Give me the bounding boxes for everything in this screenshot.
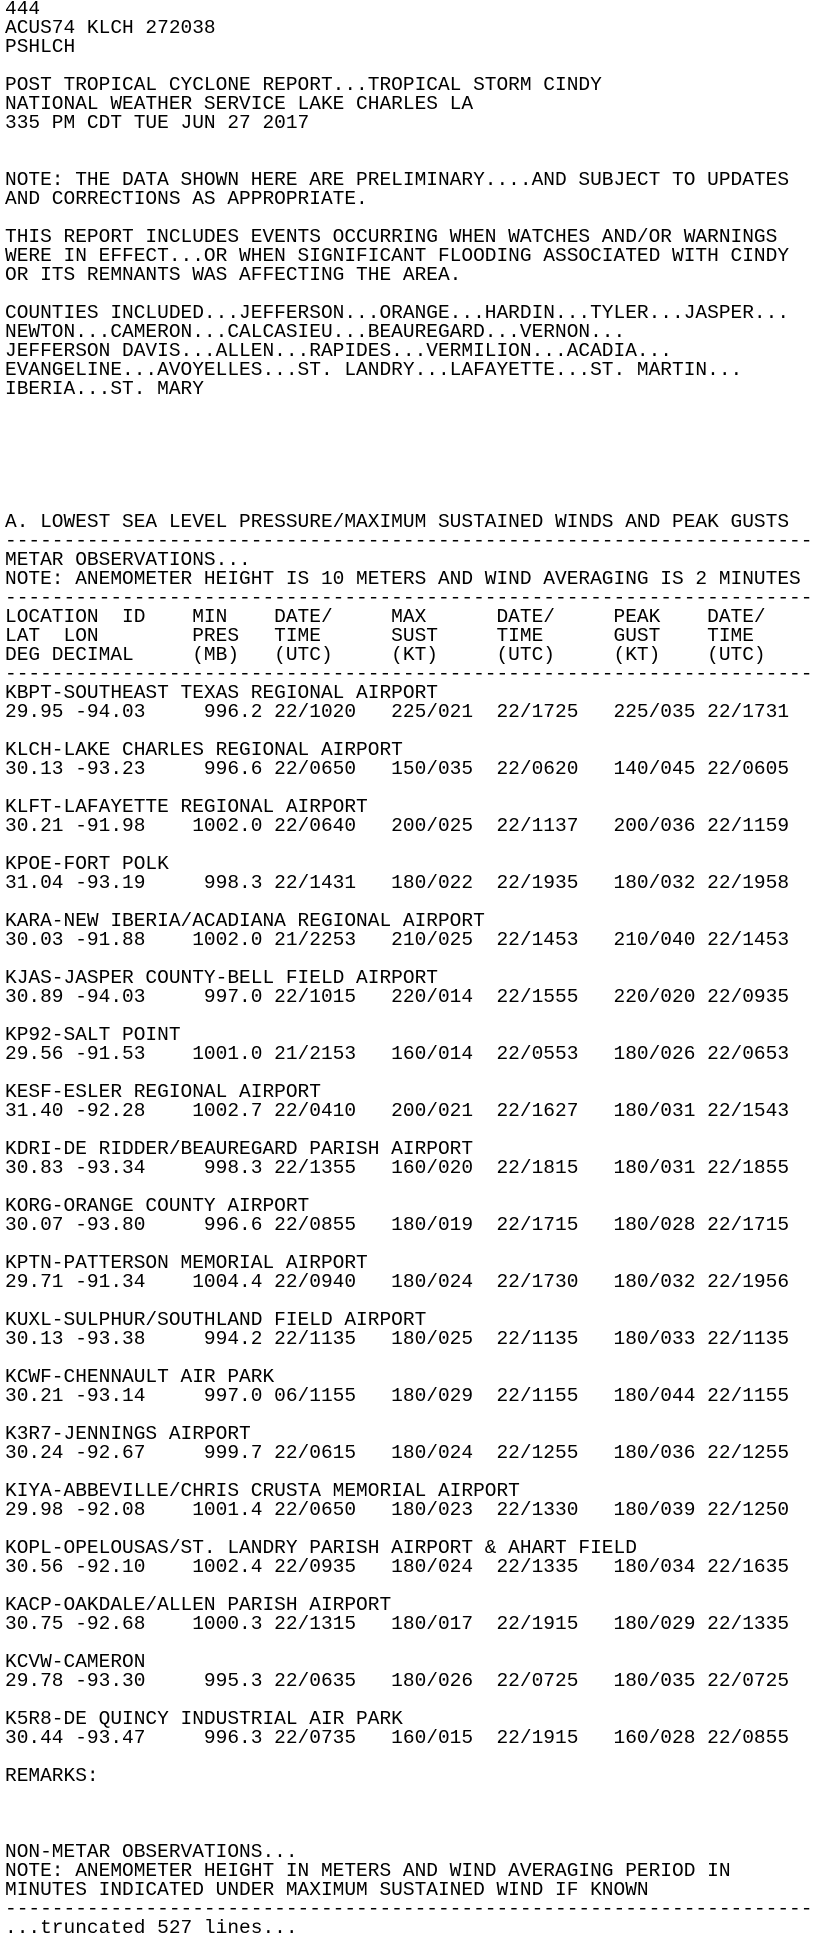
station-data: 31.04 -93.19 998.3 22/1431 180/022 22/1935 180/032 22/1958 (5, 872, 790, 894)
header-line: IBERIA...ST. MARY (5, 378, 204, 400)
station-data: 29.71 -91.34 1004.4 22/0940 180/024 22/1730 180/032 22/1956 (5, 1271, 790, 1293)
header-line: EVANGELINE...AVOYELLES...ST. LANDRY...LAFAYETTE...ST. MARTIN... (5, 359, 743, 381)
header-line: AND CORRECTIONS AS APPROPRIATE. (5, 188, 368, 210)
footer-line (5, 1805, 835, 1824)
station-data: 29.56 -91.53 1001.0 21/2153 160/014 22/0553 180/026 22/0653 (5, 1043, 790, 1065)
station-name: KORG-ORANGE COUNTY AIRPORT (5, 1195, 310, 1217)
station-data: 30.07 -93.80 996.6 22/0855 180/019 22/1715 180/028 22/1715 (5, 1214, 790, 1236)
header-line: 444 (5, 0, 41, 20)
header-line: LOCATION ID MIN DATE/ MAX DATE/ PEAK DATE/ (5, 606, 766, 628)
station-data: 30.75 -92.68 1000.3 22/1315 180/017 22/1915 180/029 22/1335 (5, 1613, 790, 1635)
header-line: 335 PM CDT TUE JUN 27 2017 (5, 112, 310, 134)
station-name: KBPT-SOUTHEAST TEXAS REGIONAL AIRPORT (5, 682, 438, 704)
header-line (5, 475, 835, 494)
header-line (5, 133, 835, 152)
station-data: 30.03 -91.88 1002.0 21/2253 210/025 22/1453 210/040 22/1453 (5, 929, 790, 951)
blank-line (5, 1748, 835, 1767)
header-line: COUNTIES INCLUDED...JEFFERSON...ORANGE...HARDIN...TYLER...JASPER... (5, 302, 790, 324)
station-data: 30.21 -91.98 1002.0 22/0640 200/025 22/1137 200/036 22/1159 (5, 815, 790, 837)
header-line: --------------------------------------------------------------------- (5, 587, 813, 609)
station-data: 30.21 -93.14 997.0 06/1155 180/029 22/1155 180/044 22/1155 (5, 1385, 790, 1407)
station-data: 30.56 -92.10 1002.4 22/0935 180/024 22/1335 180/034 22/1635 (5, 1556, 790, 1578)
station-name: KPOE-FORT POLK (5, 853, 169, 875)
header-line: NOTE: ANEMOMETER HEIGHT IS 10 METERS AND WIND AVERAGING IS 2 MINUTES (5, 568, 801, 590)
header-line (5, 418, 835, 437)
header-line: --------------------------------------------------------------------- (5, 530, 813, 552)
station-name: KESF-ESLER REGIONAL AIRPORT (5, 1081, 321, 1103)
station-name: KIYA-ABBEVILLE/CHRIS CRUSTA MEMORIAL AIRPORT (5, 1480, 520, 1502)
station-data: 30.13 -93.23 996.6 22/0650 150/035 22/0620 140/045 22/0605 (5, 758, 790, 780)
footer-line: ...truncated 527 lines... (5, 1917, 298, 1939)
station-data: 30.13 -93.38 994.2 22/1135 180/025 22/1135 180/033 22/1135 (5, 1328, 790, 1350)
footer-line: MINUTES INDICATED UNDER MAXIMUM SUSTAINED WIND IF KNOWN (5, 1879, 649, 1901)
header-line: --------------------------------------------------------------------- (5, 663, 813, 685)
footer-line: NON-METAR OBSERVATIONS... (5, 1841, 298, 1863)
header-line: DEG DECIMAL (MB) (UTC) (KT) (UTC) (KT) (UTC) (5, 644, 766, 666)
station-name: KDRI-DE RIDDER/BEAUREGARD PARISH AIRPORT (5, 1138, 474, 1160)
station-name: KCWF-CHENNAULT AIR PARK (5, 1366, 275, 1388)
station-name: K3R7-JENNINGS AIRPORT (5, 1423, 251, 1445)
footer-line: NOTE: ANEMOMETER HEIGHT IN METERS AND WIND AVERAGING PERIOD IN (5, 1860, 731, 1882)
header-line: NATIONAL WEATHER SERVICE LAKE CHARLES LA (5, 93, 474, 115)
header-line: OR ITS REMNANTS WAS AFFECTING THE AREA. (5, 264, 462, 286)
station-name: KARA-NEW IBERIA/ACADIANA REGIONAL AIRPORT (5, 910, 485, 932)
station-data: 31.40 -92.28 1002.7 22/0410 200/021 22/1627 180/031 22/1543 (5, 1100, 790, 1122)
station-name: KP92-SALT POINT (5, 1024, 181, 1046)
station-data: 30.44 -93.47 996.3 22/0735 160/015 22/1915 160/028 22/0855 (5, 1727, 790, 1749)
header-line: JEFFERSON DAVIS...ALLEN...RAPIDES...VERMILION...ACADIA... (5, 340, 673, 362)
station-name: KUXL-SULPHUR/SOUTHLAND FIELD AIRPORT (5, 1309, 427, 1331)
header-line: THIS REPORT INCLUDES EVENTS OCCURRING WHEN WATCHES AND/OR WARNINGS (5, 226, 778, 248)
station-name: KOPL-OPELOUSAS/ST. LANDRY PARISH AIRPORT & AHART FIELD (5, 1537, 637, 1559)
header-line: POST TROPICAL CYCLONE REPORT...TROPICAL STORM CINDY (5, 74, 602, 96)
station-data: 29.95 -94.03 996.2 22/1020 225/021 22/1725 225/035 22/1731 (5, 701, 790, 723)
footer-line (5, 1786, 835, 1805)
header-line (5, 399, 835, 418)
header-line (5, 456, 835, 475)
station-name: KCVW-CAMERON (5, 1651, 146, 1673)
header-line: A. LOWEST SEA LEVEL PRESSURE/MAXIMUM SUSTAINED WINDS AND PEAK GUSTS (5, 511, 790, 533)
header-line: PSHLCH (5, 36, 76, 58)
station-name: KLFT-LAFAYETTE REGIONAL AIRPORT (5, 796, 368, 818)
header-line: NOTE: THE DATA SHOWN HERE ARE PRELIMINARY....AND SUBJECT TO UPDATES (5, 169, 790, 191)
station-data: 30.83 -93.34 998.3 22/1355 160/020 22/1815 180/031 22/1855 (5, 1157, 790, 1179)
station-data: 29.78 -93.30 995.3 22/0635 180/026 22/0725 180/035 22/0725 (5, 1670, 790, 1692)
station-data: 30.24 -92.67 999.7 22/0615 180/024 22/1255 180/036 22/1255 (5, 1442, 790, 1464)
header-line: LAT LON PRES TIME SUST TIME GUST TIME (5, 625, 754, 647)
header-line: WERE IN EFFECT...OR WHEN SIGNIFICANT FLOODING ASSOCIATED WITH CINDY (5, 245, 790, 267)
station-name: KJAS-JASPER COUNTY-BELL FIELD AIRPORT (5, 967, 438, 989)
station-data: 30.89 -94.03 997.0 22/1015 220/014 22/1555 220/020 22/0935 (5, 986, 790, 1008)
header-line (5, 437, 835, 456)
station-name: K5R8-DE QUINCY INDUSTRIAL AIR PARK (5, 1708, 403, 1730)
header-line: NEWTON...CAMERON...CALCASIEU...BEAUREGARD...VERNON... (5, 321, 626, 343)
station-name: KLCH-LAKE CHARLES REGIONAL AIRPORT (5, 739, 403, 761)
station-name: KPTN-PATTERSON MEMORIAL AIRPORT (5, 1252, 368, 1274)
header-line: ACUS74 KLCH 272038 (5, 17, 216, 39)
footer-line: REMARKS: (5, 1765, 99, 1787)
header-line: METAR OBSERVATIONS... (5, 549, 251, 571)
station-data: 29.98 -92.08 1001.4 22/0650 180/023 22/1330 180/039 22/1250 (5, 1499, 790, 1521)
footer-line: --------------------------------------------------------------------- (5, 1898, 813, 1920)
station-name: KACP-OAKDALE/ALLEN PARISH AIRPORT (5, 1594, 392, 1616)
